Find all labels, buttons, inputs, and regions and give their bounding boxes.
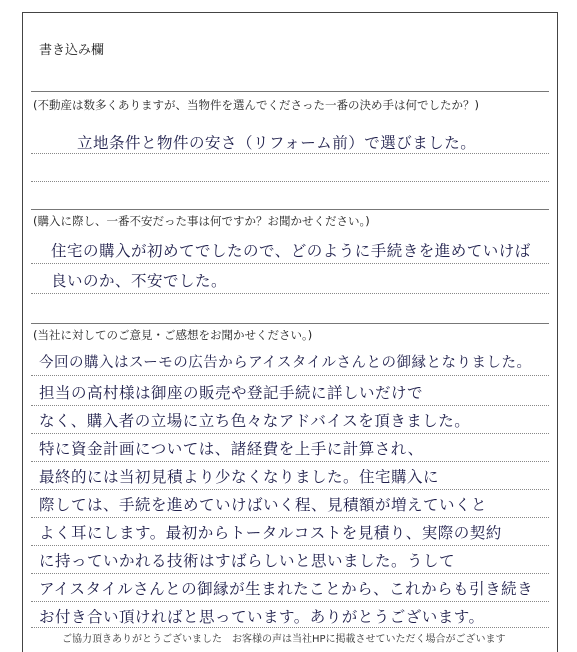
question-feedback: (当社に対してのご意見・ご感想をお聞かせください。): [33, 328, 313, 342]
ruled-line: [31, 433, 549, 434]
answer-feedback-line-1: 今回の購入はスーモの広告からアイスタイルさんとの御縁となりました。: [39, 355, 532, 371]
answer-feedback-line-5: 最終的には当初見積より少なくなりました。住宅購入に: [39, 468, 440, 486]
ruled-line: [31, 263, 549, 264]
ruled-line: [31, 573, 549, 574]
ruled-line: [31, 517, 549, 518]
answer-feedback-line-9: アイスタイルさんとの御縁が生まれたことから、これからも引き続き: [39, 580, 534, 598]
section-divider: [31, 91, 549, 92]
answer-anxiety-line-1: 住宅の購入が初めてでしたので、どのように手続きを進めていけば: [51, 242, 531, 260]
ruled-line: [31, 293, 549, 294]
answer-feedback-line-6: 際しては、手続を進めていけばいく程、見積額が増えていくと: [39, 496, 488, 514]
form-title: 書き込み欄: [39, 43, 105, 58]
comment-form: [22, 12, 558, 652]
ruled-line: [31, 545, 549, 546]
answer-feedback-line-8: に持っていかれる技術はすばらしいと思いました。うして: [39, 552, 456, 570]
ruled-line: [31, 375, 549, 376]
answer-feedback-line-7: よく耳にします。最初からトータルコストを見積り、実際の契約: [39, 524, 502, 542]
answer-feedback-line-3: なく、購入者の立場に立ち色々なアドバイスを頂きました。: [39, 412, 471, 430]
ruled-line: [31, 153, 549, 154]
ruled-line: [31, 601, 549, 602]
ruled-line: [31, 627, 549, 628]
answer-anxiety-line-2: 良いのか、不安でした。: [51, 272, 228, 290]
answer-feedback-line-4: 特に資金計画については、諸経費を上手に計算され、: [39, 440, 424, 458]
ruled-line: [31, 489, 549, 490]
answer-deciding-factor-line-1: 立地条件と物件の安さ（リフォーム前）で選びました。: [77, 134, 477, 152]
section-divider: [31, 323, 549, 324]
ruled-line: [31, 181, 549, 182]
question-deciding-factor: (不動産は数多くありますが、当物件を選んでくださった一番の決め手は何でしたか？): [33, 98, 479, 112]
answer-feedback-line-2: 担当の高村様は御座の販売や登記手続に詳しいだけで: [39, 384, 424, 402]
answer-feedback-line-10: お付き合い頂ければと思っています。ありがとうございます。: [39, 608, 485, 626]
ruled-line: [31, 461, 549, 462]
ruled-line: [31, 405, 549, 406]
footer-note: ご協力頂きありがとうございました お客様の声は当社HPに掲載させていただく場合がございます: [62, 634, 506, 645]
section-divider: [31, 209, 549, 210]
question-anxiety: (購入に際し、一番不安だった事は何ですか？お聞かせください。): [33, 214, 370, 228]
